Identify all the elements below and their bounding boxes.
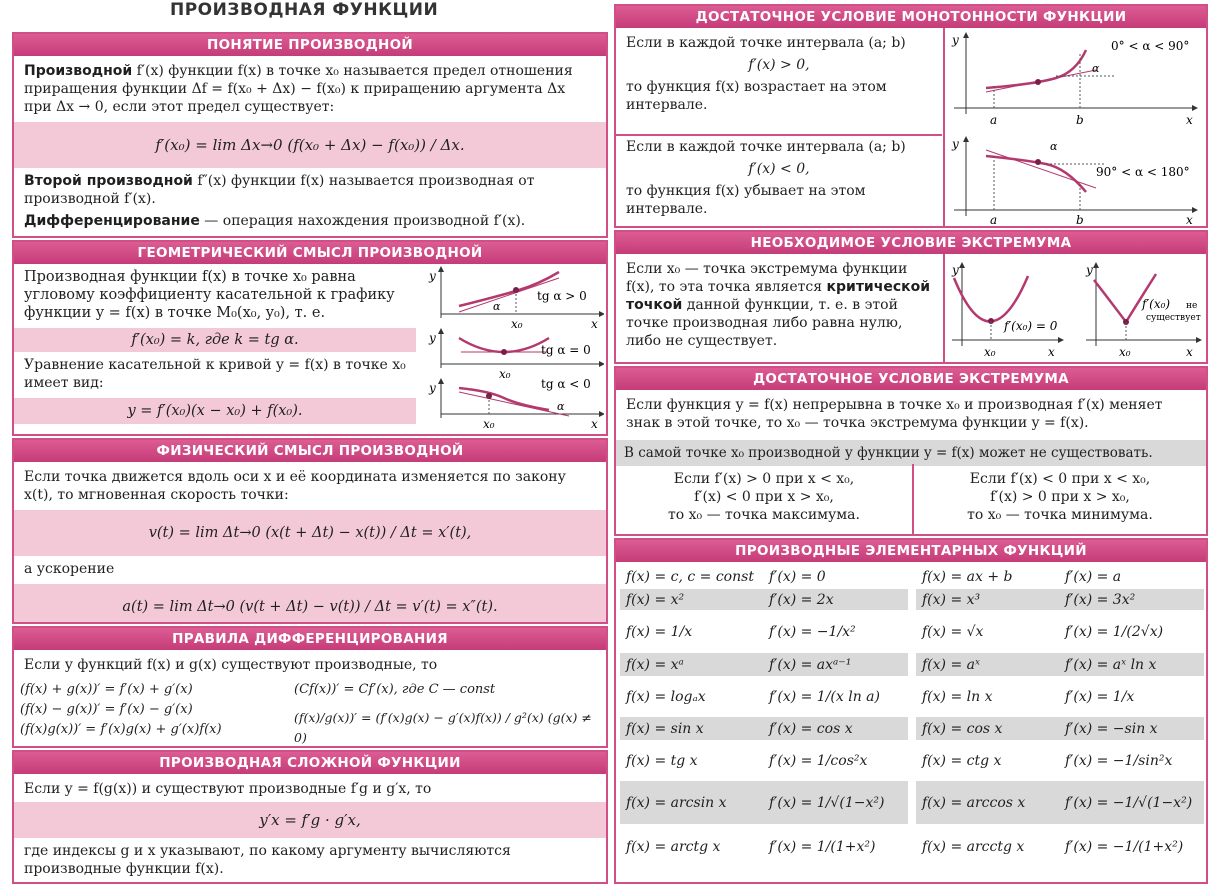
- min-line-3: то x₀ — точка минимума.: [967, 507, 1153, 523]
- section-extremum-necessary: [614, 230, 1208, 364]
- a-label: a: [990, 113, 998, 127]
- function-cell: f(x) = sin x: [626, 720, 704, 737]
- decreasing-line-3: то функция f(x) убывает на этом интервале.: [626, 183, 866, 217]
- table-row: [620, 566, 908, 588]
- section-header: НЕОБХОДИМОЕ УСЛОВИЕ ЭКСТРЕМУМА: [616, 232, 1206, 254]
- section-monotonicity: [614, 4, 1208, 228]
- function-cell: f(x) = ctg x: [922, 752, 1002, 769]
- rule-difference: (f(x) − g(x))′ = f′(x) − g′(x): [20, 702, 193, 717]
- axis-x-label: x: [1186, 113, 1193, 127]
- alpha-label: α: [1092, 62, 1100, 75]
- decreasing-graph: [946, 134, 1206, 228]
- physical-paragraph: Если точка движется вдоль оси x и её координата изменяется по закону x(t), то мгновенная скорость точки:: [24, 469, 566, 503]
- function-cell: f(x) = arcsin x: [626, 794, 727, 811]
- definition-differentiation: [14, 210, 606, 232]
- derivative-cell: f′(x) = −sin x: [1065, 720, 1158, 737]
- slope-positive-label: tg α > 0: [537, 289, 587, 303]
- table-row: [620, 652, 908, 676]
- min-line-1: Если f′(x) < 0 при x < x₀,: [969, 471, 1151, 487]
- section-header: ГЕОМЕТРИЧЕСКИЙ СМЫСЛ ПРОИЗВОДНОЙ: [14, 242, 606, 264]
- alpha-label: α: [557, 400, 565, 413]
- formula-slope: f′(x₀) = k, где k = tg α.: [14, 328, 416, 352]
- rules-intro: Если у функций f(x) и g(x) существуют производные, то: [24, 657, 438, 673]
- sufficient-note: В самой точке x₀ производной у функции y = f(x) может не существовать.: [616, 440, 1206, 466]
- derivative-cell: f′(x) = 1/(2√x): [1065, 623, 1164, 640]
- definition-text: — операция нахождения производной f′(x).: [199, 213, 526, 229]
- table-row: [620, 676, 908, 716]
- term-second-derivative: Второй производной: [24, 173, 193, 189]
- table-row: [916, 740, 1204, 780]
- sufficient-text: Если функция y = f(x) непрерывна в точке x₀ и производная f′(x) меняет знак в этой точке, то x₀ — точка экстремума функции y = f(x).: [626, 397, 1163, 431]
- table-row: [620, 824, 908, 868]
- table-row: [916, 824, 1204, 868]
- section-header: ПРОИЗВОДНЫЕ ЭЛЕМЕНТАРНЫХ ФУНКЦИЙ: [616, 540, 1206, 562]
- derivative-cell: f′(x) = 1/(1+x²): [769, 838, 876, 855]
- divider: [943, 28, 945, 228]
- axis-y-label: y: [952, 137, 959, 151]
- table-row: [916, 566, 1204, 588]
- derivative-cell: f′(x) = 1/√(1−x²): [769, 794, 885, 811]
- section-physical-meaning: [12, 438, 608, 624]
- x0-label: x₀: [511, 317, 523, 331]
- formula-chain-rule: y′x = f′g · g′x,: [14, 802, 606, 838]
- necessary-text-2: данной функции, т. е. в этой точке производная либо равна нулю, либо не существует.: [626, 297, 903, 349]
- b-label: b: [1076, 113, 1084, 127]
- rule-constant: (Cf(x))′ = Cf′(x), где C — const: [294, 682, 496, 697]
- alpha-label: α: [493, 300, 501, 313]
- rules-right: [294, 680, 604, 748]
- increasing-angle: 0° < α < 90°: [1111, 39, 1190, 53]
- function-cell: f(x) = x³: [922, 591, 981, 608]
- function-cell: f(x) = x²: [626, 591, 685, 608]
- b-label: b: [1076, 213, 1084, 227]
- derivative-cell: f′(x) = 1/x: [1065, 688, 1135, 705]
- function-cell: f(x) = arccos x: [922, 794, 1026, 811]
- section-derivatives-table: [614, 538, 1208, 884]
- function-cell: f(x) = arctg x: [626, 838, 721, 855]
- axis-y-label: y: [952, 33, 959, 47]
- tangent-graphs: [419, 266, 604, 434]
- x0-label: x₀: [483, 417, 495, 431]
- table-row: [620, 716, 908, 740]
- section-header: ДОСТАТОЧНОЕ УСЛОВИЕ МОНОТОННОСТИ ФУНКЦИИ: [616, 6, 1206, 28]
- table-row: [620, 610, 908, 652]
- axis-y-label: y: [1086, 263, 1093, 277]
- page-title: ПРОИЗВОДНАЯ ФУНКЦИИ: [170, 0, 439, 20]
- tangent-paragraph: Уравнение касательной к кривой y = f(x) в точке x₀ имеет вид:: [24, 357, 406, 391]
- term-differentiation: Дифференцирование: [24, 213, 200, 229]
- section-diff-rules: [12, 626, 608, 748]
- derivative-cell: f′(x) = 1/cos²x: [769, 752, 868, 769]
- slope-negative-label: tg α < 0: [541, 377, 591, 391]
- table-row: [916, 652, 1204, 676]
- section-header: ДОСТАТОЧНОЕ УСЛОВИЕ ЭКСТРЕМУМА: [616, 368, 1206, 390]
- table-row: [916, 588, 1204, 610]
- rule-quotient: (f(x)/g(x))′ = (f′(x)g(x) − g′(x)f(x)) / g²(x) (g(x) ≠ 0): [294, 710, 592, 745]
- formula-tangent: y = f′(x₀)(x − x₀) + f(x₀).: [14, 398, 416, 424]
- function-cell: f(x) = xᵃ: [626, 656, 684, 673]
- table-left: [620, 566, 908, 882]
- function-cell: f(x) = tg x: [626, 752, 698, 769]
- function-cell: f(x) = logₐx: [626, 688, 706, 705]
- function-cell: f(x) = cos x: [922, 720, 1003, 737]
- increasing-line-1: Если в каждой точке интервала (a; b): [626, 35, 906, 51]
- section-header: ПРОИЗВОДНАЯ СЛОЖНОЙ ФУНКЦИИ: [14, 752, 606, 774]
- definition-second-derivative: [14, 168, 606, 210]
- necessary-text-1: Если x₀ — точка экстремума функции f(x), то эта точка является: [626, 261, 908, 295]
- composite-note: где индексы g и x указывают, по какому аргументу вычисляются производные функции f(x).: [24, 843, 511, 877]
- derivative-cell: f′(x) = 1/(x ln a): [769, 688, 880, 705]
- table-row: [620, 588, 908, 610]
- function-cell: f(x) = 1/x: [626, 623, 693, 640]
- derivative-cell: f′(x) = −1/(1+x²): [1065, 838, 1184, 855]
- term-derivative: Производной: [24, 63, 133, 79]
- necessary-text: [616, 258, 942, 352]
- rules-left: [20, 680, 290, 740]
- composite-intro: Если y = f(g(x)) и существуют производные f′g и g′x, то: [24, 781, 432, 797]
- table-row: [916, 676, 1204, 716]
- divider: [910, 564, 914, 884]
- x0-label: x₀: [1119, 345, 1131, 359]
- increasing-text: [616, 32, 942, 128]
- graph-zero-slope: [428, 328, 604, 381]
- derivative-cell: f′(x) = 3x²: [1065, 591, 1136, 608]
- a-label: a: [990, 213, 998, 227]
- graph-smooth-minimum: [951, 262, 1064, 359]
- axis-x-label: x: [1048, 345, 1055, 359]
- section-header: ФИЗИЧЕСКИЙ СМЫСЛ ПРОИЗВОДНОЙ: [14, 440, 606, 462]
- derivative-cell: f′(x) = −1/√(1−x²): [1065, 794, 1193, 811]
- max-line-2: f′(x) < 0 при x > x₀,: [694, 489, 834, 505]
- slope-zero-label: tg α = 0: [541, 343, 591, 357]
- axis-y-label: y: [429, 269, 436, 283]
- derivative-cell: f′(x) = −1/x²: [769, 623, 856, 640]
- definition-derivative: [14, 56, 606, 118]
- axis-y-label: y: [952, 263, 959, 277]
- x0-label: x₀: [499, 367, 511, 381]
- axis-x-label: x: [591, 417, 598, 431]
- table-right: [916, 566, 1204, 882]
- graph-positive-slope: [428, 266, 604, 331]
- graph-corner-minimum: [1085, 262, 1202, 359]
- minimum-condition: [914, 468, 1206, 526]
- function-cell: f(x) = aˣ: [922, 656, 980, 673]
- axis-y-label: y: [429, 331, 436, 345]
- axis-x-label: x: [591, 317, 598, 331]
- derivative-cell: f′(x) = axᵃ⁻¹: [769, 656, 852, 673]
- increasing-graph: [946, 30, 1206, 128]
- graph-negative-slope: [428, 377, 604, 431]
- derivative-cell: f′(x) = cos x: [769, 720, 853, 737]
- rule-sum: (f(x) + g(x))′ = f′(x) + g′(x): [20, 682, 193, 697]
- formula-velocity: v(t) = lim Δt→0 (x(t + Δt) − x(t)) / Δt = x′(t),: [14, 510, 606, 556]
- extremum-graphs: [946, 256, 1206, 362]
- function-cell: f(x) = ax + b: [922, 569, 1013, 585]
- increasing-line-3: то функция f(x) возрастает на этом интервале.: [626, 79, 887, 113]
- increasing-condition: f′(x) > 0,: [748, 57, 810, 73]
- section-derivative-concept: [12, 32, 608, 238]
- derivative-cell: f′(x) = 2x: [769, 591, 834, 608]
- decreasing-line-1: Если в каждой точке интервала (a; b): [626, 139, 906, 155]
- exists-label: существует: [1146, 313, 1201, 323]
- axis-x-label: x: [1186, 345, 1193, 359]
- derivative-cell: f′(x) = 0: [769, 569, 826, 585]
- section-geometric-meaning: [12, 240, 608, 436]
- derivative-zero-label: f′(x₀) = 0: [1004, 319, 1058, 333]
- section-extremum-sufficient: [614, 366, 1208, 536]
- max-line-3: то x₀ — точка максимума.: [668, 507, 860, 523]
- x0-label: x₀: [984, 345, 996, 359]
- decreasing-text: [616, 134, 942, 228]
- axis-x-label: x: [1186, 213, 1193, 227]
- function-cell: f(x) = ln x: [922, 688, 993, 705]
- table-row: [916, 780, 1204, 824]
- max-line-1: Если f′(x) > 0 при x < x₀,: [673, 471, 855, 487]
- geometric-paragraph: Производная функции f(x) в точке x₀ равна угловому коэффициенту касательной к графику функции y = f(x) в точке M₀(x₀, y₀), т. е.: [24, 269, 395, 321]
- table-row: [916, 610, 1204, 652]
- table-row: [620, 780, 908, 824]
- table-row: [916, 716, 1204, 740]
- derivative-cell: f′(x) = −1/sin²x: [1065, 752, 1173, 769]
- decreasing-angle: 90° < α < 180°: [1096, 165, 1190, 179]
- rule-product: (f(x)g(x))′ = f′(x)g(x) + g′(x)f(x): [20, 722, 222, 737]
- function-cell: f(x) = arcctg x: [922, 838, 1025, 855]
- formula-derivative: f′(x₀) = lim Δx→0 (f(x₀ + Δx) − f(x₀)) / Δx.: [14, 122, 606, 168]
- decreasing-condition: f′(x) < 0,: [748, 161, 810, 177]
- min-line-2: f′(x) > 0 при x > x₀,: [990, 489, 1130, 505]
- definition-text: f″(x) функции f(x) называется производная от производной f′(x).: [24, 173, 535, 207]
- term-critical-point: критической точкой: [626, 279, 931, 313]
- derivative-label: f′(x₀): [1142, 297, 1171, 311]
- axis-y-label: y: [429, 381, 436, 395]
- function-cell: f(x) = c, c = const: [626, 569, 754, 585]
- geometric-text: [14, 264, 416, 434]
- section-header: ПРАВИЛА ДИФФЕРЕНЦИРОВАНИЯ: [14, 628, 606, 650]
- section-header: ПОНЯТИЕ ПРОИЗВОДНОЙ: [14, 34, 606, 56]
- derivative-cell: f′(x) = aˣ ln x: [1065, 656, 1157, 673]
- maximum-condition: [616, 468, 912, 526]
- alpha-label: α: [1050, 140, 1058, 153]
- section-composite-function: [12, 750, 608, 884]
- not-label: не: [1186, 301, 1198, 311]
- table-row: [620, 740, 908, 780]
- formula-acceleration: a(t) = lim Δt→0 (v(t + Δt) − v(t)) / Δt = v′(t) = x″(t).: [14, 584, 606, 624]
- derivative-cell: f′(x) = a: [1065, 569, 1122, 585]
- definition-text: f′(x) функции f(x) в точке x₀ называется предел отношения приращения функции Δf = f(x₀ + Δx) − f(x₀) к приращению аргумента Δx при Δx → 0, если этот предел существует:: [24, 63, 573, 115]
- acceleration-label: а ускорение: [24, 561, 115, 577]
- divider: [943, 254, 945, 364]
- function-cell: f(x) = √x: [922, 623, 984, 640]
